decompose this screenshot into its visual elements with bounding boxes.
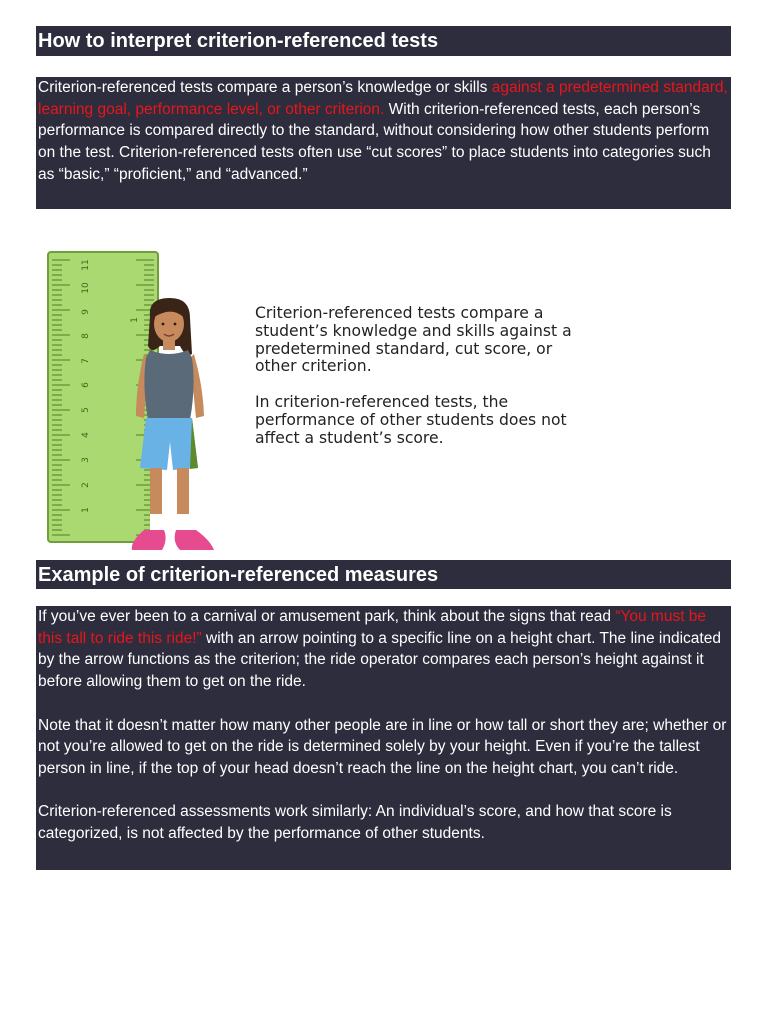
example-text-part1: If you’ve ever been to a carnival or amusement park, think about the signs that read	[38, 608, 616, 625]
ruler-number: 11	[81, 259, 91, 271]
illustration-caption-line2: In criterion-referenced tests, the performance of other students does not affect a student’s score.	[255, 392, 567, 447]
example-paragraph-1	[38, 606, 729, 693]
example-paragraph-3: Criterion-referenced assessments work similarly: An individual’s score, and how that score is categorized, is not affected by the performance of other students.	[38, 803, 672, 842]
section-heading-example: Example of criterion-referenced measures	[36, 560, 731, 589]
intro-paragraph	[36, 77, 731, 209]
ruler-number: 9	[81, 309, 91, 315]
example-paragraphs	[36, 606, 731, 870]
ruler-number: 4	[81, 432, 91, 438]
section-heading-interpret: How to interpret criterion-referenced tests	[36, 26, 731, 56]
ruler-number: 6	[81, 382, 91, 388]
ruler-number: 8	[81, 333, 91, 339]
ruler-number: 1	[81, 507, 91, 513]
intro-text-part2: With criterion-referenced tests, each person’s performance is compared directly to the standard, without considering how other students perform on the test. Criterion-referenced tests often use “cut scores” to place students into categories such as “basic,” “proficient,” and “advanced.”	[38, 100, 711, 183]
illustration-caption-line1: Criterion-referenced tests compare a student’s knowledge and skills against a predetermined standard, cut score, or other criterion.	[255, 304, 572, 376]
ruler-side-mark: 1	[130, 317, 140, 323]
ruler-number: 2	[81, 482, 91, 488]
intro-text-part1: Criterion-referenced tests compare a person’s knowledge or skills	[38, 79, 492, 96]
example-paragraph-2: Note that it doesn’t matter how many other people are in line or how tall or short they are; whether or not you’re allowed to get on the ride is determined solely by your height. Even if you’re the tallest person in line, if the top of your head doesn’t reach the line on the height chart, you can’t ride.	[38, 716, 727, 777]
ruler-number: 5	[81, 407, 91, 413]
example-text-highlight: “You must be this tall to ride this ride!”	[38, 608, 707, 647]
intro-text-highlight: against a predetermined standard, learning goal, performance level, or other criterion.	[38, 79, 728, 118]
height-chart-illustration	[40, 246, 220, 558]
illustration-caption	[255, 305, 575, 447]
intro-paragraph-text	[38, 77, 729, 186]
ruler-number: 3	[81, 457, 91, 463]
ruler-number: 10	[81, 282, 91, 294]
ruler-number: 7	[81, 358, 91, 364]
example-text-part2: with an arrow pointing to a specific line on a height chart. The line indicated by the arrow functions as the criterion; the ride operator compares each person’s height against it before allowing them to get on the ride.	[38, 629, 721, 691]
